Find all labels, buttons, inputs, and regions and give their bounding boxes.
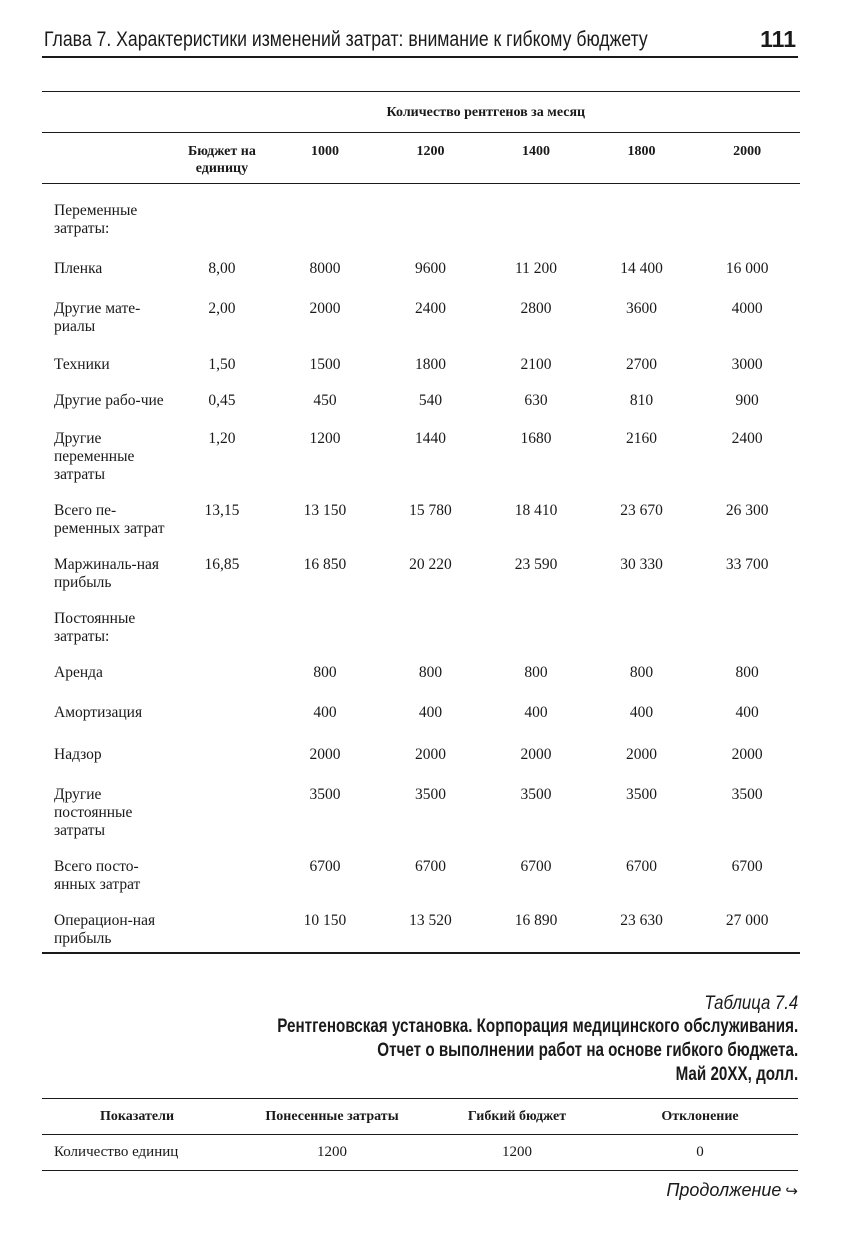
table-cell: 4000 <box>731 300 763 317</box>
table-cell: 6700 <box>520 858 552 875</box>
table-cell: 2000 <box>520 746 552 763</box>
table-cell: 8,00 <box>208 260 236 277</box>
table-cell: 540 <box>418 392 443 409</box>
table-cell: 2000 <box>309 300 341 317</box>
table-cell: 10 150 <box>272 902 378 953</box>
table-cell: 1,50 <box>208 356 236 373</box>
table-cell: 13 150 <box>303 502 347 519</box>
column-header: Гибкий бюджет <box>432 1099 602 1135</box>
table-cell: 23 630 <box>589 902 695 953</box>
table-cell: 18 410 <box>514 502 558 519</box>
table-cell: 400 <box>735 704 759 721</box>
table-cell: 400 <box>313 704 337 721</box>
table-cell <box>272 184 378 247</box>
table-row <box>42 384 800 420</box>
table-cell <box>172 848 273 902</box>
table-cell: 1800 <box>414 356 446 373</box>
table-cell: 900 <box>735 392 759 409</box>
table-cell: 2000 <box>309 746 341 763</box>
table-cell: 800 <box>313 664 337 681</box>
table-cell <box>172 772 273 848</box>
table-cell: 14 400 <box>620 260 663 277</box>
table-cell <box>378 184 484 247</box>
caption-line: Май 20XX, долл. <box>675 1064 798 1085</box>
right-hook-arrow-icon: ↪ <box>785 1183 798 1200</box>
table-cell: 3500 <box>309 786 341 803</box>
row-label: Всего пе-ременных затрат <box>54 502 165 537</box>
table-cell: 13 520 <box>378 902 484 953</box>
table-cell <box>378 600 484 654</box>
table-cell <box>589 184 695 247</box>
table-row <box>42 292 800 346</box>
row-label: Маржиналь-ная прибыль <box>54 556 159 591</box>
continued-label: Продолжение <box>666 1180 782 1200</box>
table-row <box>42 1135 798 1171</box>
caption-line: Отчет о выполнении работ на основе гибкого бюджета. <box>377 1040 798 1061</box>
table-cell: 3500 <box>520 786 552 803</box>
table-cell: 2400 <box>731 430 763 447</box>
table-cell: 1200 <box>232 1135 432 1171</box>
table-cell: 1200 <box>432 1135 602 1171</box>
row-label: Другие мате-риалы <box>54 300 141 335</box>
row-label: Пленка <box>54 260 103 277</box>
row-label: Постоянные затраты: <box>54 610 136 645</box>
table-cell: 1440 <box>414 430 446 447</box>
row-label: Техники <box>54 356 110 373</box>
table-cell: 2000 <box>414 746 446 763</box>
column-header: Понесенные затраты <box>232 1099 432 1135</box>
table-cell <box>172 600 273 654</box>
table-row <box>42 692 800 732</box>
continued-note <box>666 1180 798 1201</box>
table-cell <box>694 184 800 247</box>
table-cell: 450 <box>313 392 337 409</box>
column-header: 2000 <box>694 133 800 184</box>
row-label: Аренда <box>54 664 103 681</box>
table-cell: 2700 <box>626 356 658 373</box>
row-label: Всего посто-янных затрат <box>54 858 141 893</box>
flexible-budget-table <box>42 91 800 954</box>
table-cell: 400 <box>418 704 443 721</box>
table-cell: 3500 <box>731 786 763 803</box>
table-cell <box>172 732 273 772</box>
table-cell: 1680 <box>520 430 552 447</box>
table-caption <box>147 993 798 1087</box>
table-cell <box>483 600 589 654</box>
table-cell: 800 <box>629 664 654 681</box>
table-cell: 3500 <box>414 786 446 803</box>
table-cell: 810 <box>629 392 654 409</box>
table-cell: 1200 <box>309 430 341 447</box>
table-cell: 0,45 <box>208 392 236 409</box>
table-cell: 11 200 <box>514 260 558 277</box>
table-cell: 3600 <box>626 300 658 317</box>
table-cell <box>483 184 589 247</box>
table-cell: 33 700 <box>725 556 769 573</box>
table-row <box>42 184 800 247</box>
table-cell: 9600 <box>414 260 446 277</box>
performance-report-table <box>42 1098 798 1171</box>
table-cell: 23 590 <box>514 556 558 573</box>
table-cell: 20 220 <box>409 556 452 573</box>
column-header: 1200 <box>378 133 484 184</box>
table-cell: 6700 <box>309 858 341 875</box>
table-cell: 0 <box>602 1135 798 1171</box>
row-label: Другие переменные затраты <box>54 430 135 483</box>
row-label: Другие постоянные затраты <box>54 786 133 839</box>
table-cell: 2100 <box>520 356 552 373</box>
table-cell: 3500 <box>626 786 658 803</box>
column-header-row <box>42 1099 798 1135</box>
table-cell: 2000 <box>626 746 658 763</box>
row-label: Амортизация <box>54 704 143 721</box>
table-cell: 16 850 <box>303 556 347 573</box>
table-row <box>42 492 800 546</box>
table-cell <box>172 184 273 247</box>
table-cell: 800 <box>735 664 759 681</box>
table-cell: 6700 <box>626 858 658 875</box>
caption-line: Рентгеновская установка. Корпорация медицинского обслуживания. <box>277 1016 798 1037</box>
table-cell: 8000 <box>309 260 341 277</box>
table-cell: 6700 <box>414 858 446 875</box>
table-cell <box>172 654 273 692</box>
column-header: Показатели <box>42 1099 232 1135</box>
table-cell: 800 <box>418 664 443 681</box>
table-cell: 1,20 <box>208 430 236 447</box>
page-number: 111 <box>760 26 796 52</box>
table-row <box>42 654 800 692</box>
table-cell: 16,85 <box>204 556 240 573</box>
table-number: Таблица 7.4 <box>704 993 798 1014</box>
table-cell: 2800 <box>520 300 552 317</box>
column-header: 1800 <box>589 133 695 184</box>
group-header: Количество рентгенов за месяц <box>172 92 800 133</box>
table-cell: 26 300 <box>725 502 769 519</box>
table-cell: 16 890 <box>483 902 589 953</box>
column-header <box>42 133 172 184</box>
table-cell: 630 <box>524 392 548 409</box>
table-row <box>42 420 800 492</box>
table-row <box>42 848 800 902</box>
table-cell <box>272 600 378 654</box>
table-cell: 13,15 <box>204 502 240 519</box>
table-cell: 800 <box>524 664 548 681</box>
table-cell: 400 <box>524 704 548 721</box>
table-cell: 2400 <box>414 300 446 317</box>
row-label: Другие рабо-чие <box>54 392 164 409</box>
table-cell: 15 780 <box>409 502 452 519</box>
table-cell: 23 670 <box>620 502 663 519</box>
table-cell: 27 000 <box>694 902 800 953</box>
table-cell: 6700 <box>731 858 763 875</box>
row-label: Количество единиц <box>42 1135 232 1171</box>
table-row <box>42 546 800 600</box>
row-label: Переменные затраты: <box>54 202 138 237</box>
table-cell: 30 330 <box>620 556 663 573</box>
table-cell: 16 000 <box>725 260 769 277</box>
row-label: Надзор <box>54 746 102 763</box>
column-header: Отклонение <box>602 1099 798 1135</box>
row-label: Операцион-ная прибыль <box>42 902 172 953</box>
table-cell <box>172 692 273 732</box>
table-cell: 2160 <box>626 430 658 447</box>
table-cell <box>589 600 695 654</box>
column-header: Бюджет на единицу <box>172 133 273 184</box>
column-header-row <box>42 133 800 184</box>
table-row <box>42 346 800 384</box>
table-row <box>42 600 800 654</box>
table-cell: 2,00 <box>208 300 236 317</box>
table-cell: 1500 <box>309 356 341 373</box>
table-row <box>42 902 800 953</box>
column-header: 1000 <box>272 133 378 184</box>
table-cell: 3000 <box>731 356 763 373</box>
table-row <box>42 772 800 848</box>
chapter-title: Глава 7. Характеристики изменений затрат: внимание к гибкому бюджету <box>44 28 648 51</box>
table-row <box>42 732 800 772</box>
table-cell <box>694 600 800 654</box>
running-header <box>42 24 798 58</box>
table-row <box>42 246 800 292</box>
table-cell: 400 <box>629 704 654 721</box>
table-cell: 2000 <box>731 746 763 763</box>
group-header-row <box>42 92 800 133</box>
table-cell <box>172 902 273 953</box>
column-header: 1400 <box>483 133 589 184</box>
